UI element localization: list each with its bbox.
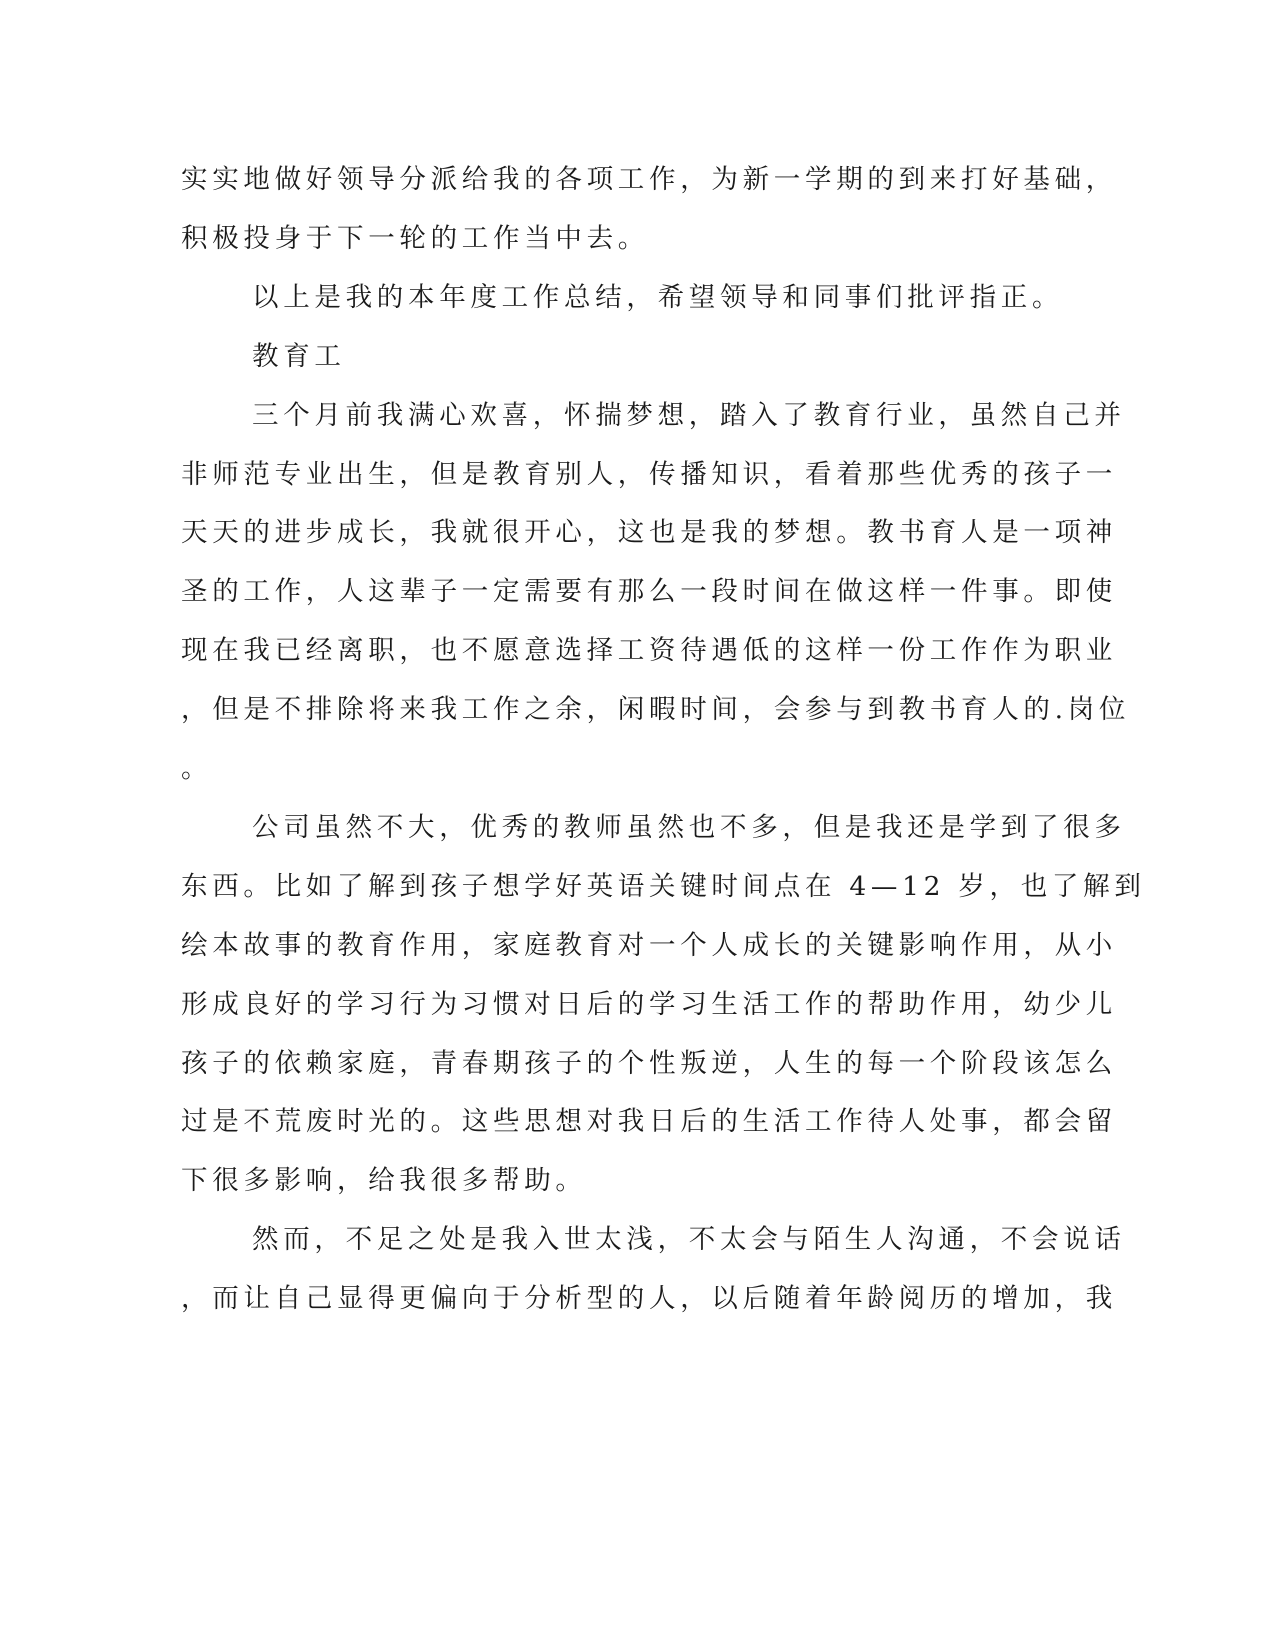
text-line: 然而，不足之处是我入世太浅，不太会与陌生人沟通，不会说话 <box>252 1224 1126 1255</box>
text-line: 非师范专业出生，但是教育别人，传播知识，看着那些优秀的孩子一 <box>181 459 1117 490</box>
text-line: 三个月前我满心欢喜，怀揣梦想，踏入了教育行业，虽然自己并 <box>252 400 1126 431</box>
text-line: 下很多影响，给我很多帮助。 <box>181 1165 587 1196</box>
section-heading: 教育工 <box>252 341 346 372</box>
text-line: 形成良好的学习行为习惯对日后的学习生活工作的帮助作用，幼少儿 <box>181 989 1117 1020</box>
text-line: 以上是我的本年度工作总结，希望领导和同事们批评指正。 <box>252 282 1064 313</box>
text-line: 过是不荒废时光的。这些思想对我日后的生活工作待人处事，都会留 <box>181 1106 1117 1137</box>
text-line: 积极投身于下一轮的工作当中去。 <box>181 223 649 254</box>
text-line: 实实地做好领导分派给我的各项工作，为新一学期的到来打好基础， <box>181 164 1117 195</box>
text-line: 圣的工作，人这辈子一定需要有那么一段时间在做这样一件事。即使 <box>181 576 1117 607</box>
text-line: 绘本故事的教育作用，家庭教育对一个人成长的关键影响作用，从小 <box>181 930 1117 961</box>
text-line: 天天的进步成长，我就很开心，这也是我的梦想。教书育人是一项神 <box>181 517 1117 548</box>
text-line: ，而让自己显得更偏向于分析型的人，以后随着年龄阅历的增加，我 <box>181 1283 1117 1314</box>
text-line: 东西。比如了解到孩子想学好英语关键时间点在 4—12 岁，也了解到 <box>181 871 1146 902</box>
text-line: 公司虽然不大，优秀的教师虽然也不多，但是我还是学到了很多 <box>252 812 1126 843</box>
text-line: 。 <box>181 753 213 784</box>
text-line: 现在我已经离职，也不愿意选择工资待遇低的这样一份工作作为职业 <box>181 635 1117 666</box>
text-line: 孩子的依赖家庭，青春期孩子的个性叛逆，人生的每一个阶段该怎么 <box>181 1048 1117 1079</box>
text-line: ，但是不排除将来我工作之余，闲暇时间，会参与到教书育人的.岗位 <box>181 694 1131 725</box>
